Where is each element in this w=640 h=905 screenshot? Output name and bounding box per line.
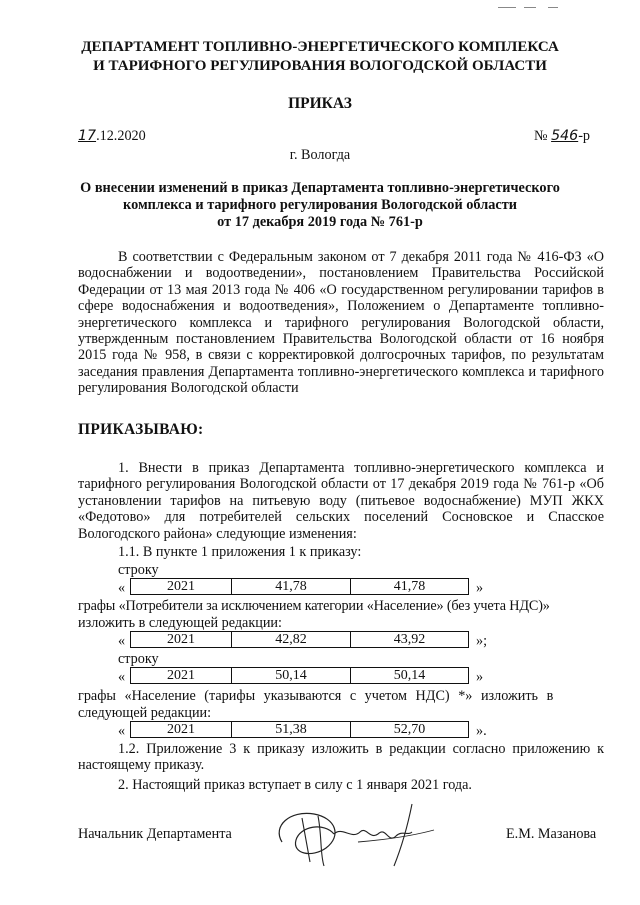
table-cell-year: 2021 [131, 668, 232, 684]
row-word-2: строку [118, 651, 159, 667]
number-prefix: № [534, 128, 548, 144]
date-rest: .12.2020 [96, 128, 146, 144]
org-name-line1: ДЕПАРТАМЕНТ ТОПЛИВНО-ЭНЕРГЕТИЧЕСКОГО КОМПЛЕКСА [81, 39, 559, 55]
scan-mark [498, 7, 516, 8]
close-quote-2: »; [476, 633, 488, 649]
close-quote-4: ». [476, 723, 487, 739]
doc-date [78, 128, 146, 144]
table-cell-year: 2021 [131, 722, 232, 738]
table-cell-value: 43,92 [351, 632, 469, 648]
close-quote-3: » [476, 669, 484, 685]
open-quote-3: « [118, 669, 126, 685]
title-line1: О внесении изменений в приказ Департамента топливно-энергетического [80, 180, 560, 196]
graph2-text2: следующей редакции: [78, 705, 212, 721]
signer-position: Начальник Департамента [78, 826, 232, 842]
table-row [131, 632, 469, 648]
table-cell-year: 2021 [131, 579, 232, 595]
item-1: 1. Внести в приказ Департамента топливно-энергетического комплекса и тарифного регулирования Вологодской области от 17 декабря 2019 года № 761-р «Об установлении тарифов на питьевую воду (питьевое водоснабжение) МУП ЖКХ «Федотово» для потребителей сельских поселений Сосновское и Спасское Вологодского района» следующие изменения: [78, 460, 604, 542]
title-line2: комплекса и тарифного регулирования Вологодской области [123, 197, 517, 213]
city: г. Вологда [289, 147, 351, 163]
date-day-handwritten: 17 [78, 128, 97, 144]
table-row [131, 579, 469, 595]
table-row [131, 722, 469, 738]
signer-name: Е.М. Мазанова [506, 826, 597, 842]
scan-mark [548, 7, 558, 8]
open-quote-1: « [118, 580, 126, 596]
table-cell-value: 51,38 [232, 722, 351, 738]
table-cell-value: 41,78 [232, 579, 351, 595]
table-cell-value: 41,78 [351, 579, 469, 595]
row-word-1: строку [118, 562, 159, 578]
title-line3: от 17 декабря 2019 года № 761-р [217, 214, 423, 230]
graph2-text: графы «Население (тарифы указываются с учетом НДС) *» изложить в [78, 688, 554, 704]
doc-type: ПРИКАЗ [288, 95, 352, 112]
tariff-row-table-4 [130, 721, 469, 738]
table-cell-value: 50,14 [232, 668, 351, 684]
table-cell-value: 52,70 [351, 722, 469, 738]
table-cell-value: 42,82 [232, 632, 351, 648]
handwritten-signature [262, 796, 442, 876]
tariff-row-table-1 [130, 578, 469, 595]
order-word: ПРИКАЗЫВАЮ: [78, 421, 204, 438]
graph1-text: графы «Потребители за исключением категории «Население» (без учета НДС)» [78, 598, 550, 614]
table-cell-year: 2021 [131, 632, 232, 648]
scan-mark [524, 7, 536, 8]
tariff-row-table-2 [130, 631, 469, 648]
number-handwritten: 546 [551, 128, 579, 144]
tariff-row-table-3 [130, 667, 469, 684]
item-2: 2. Настоящий приказ вступает в силу с 1 января 2021 года. [118, 777, 472, 793]
table-cell-value: 50,14 [351, 668, 469, 684]
open-quote-4: « [118, 723, 126, 739]
item-1-2: 1.2. Приложение 3 к приказу изложить в редакции согласно приложению к настоящему приказу. [78, 741, 604, 774]
preamble: В соответствии с Федеральным законом от 7 декабря 2011 года № 416-ФЗ «О водоснабжении и водоотведении», постановлением Правительства Российской Федерации от 13 мая 2013 года № 406 «О государственном регулировании тарифов в сфере водоснабжения и водоотведения», Положением о Департаменте топливно-энергетического комплекса и тарифного регулирования Вологодской области, утвержденным постановлением Правительства Вологодской области от 16 ноября 2015 года № 958, в связи с корректировкой долгосрочных тарифов, по результатам заседания правления Департамента топливно-энергетического комплекса и тарифного регулирования Вологодской области [78, 249, 604, 397]
doc-number [534, 128, 590, 144]
item-1-1: 1.1. В пункте 1 приложения 1 к приказу: [118, 544, 362, 560]
table-row [131, 668, 469, 684]
org-name-line2: И ТАРИФНОГО РЕГУЛИРОВАНИЯ ВОЛОГОДСКОЙ ОБЛАСТИ [93, 58, 547, 74]
open-quote-2: « [118, 633, 126, 649]
graph1-text2: изложить в следующей редакции: [78, 615, 282, 631]
number-suffix: -р [578, 128, 591, 144]
close-quote-1: » [476, 580, 484, 596]
